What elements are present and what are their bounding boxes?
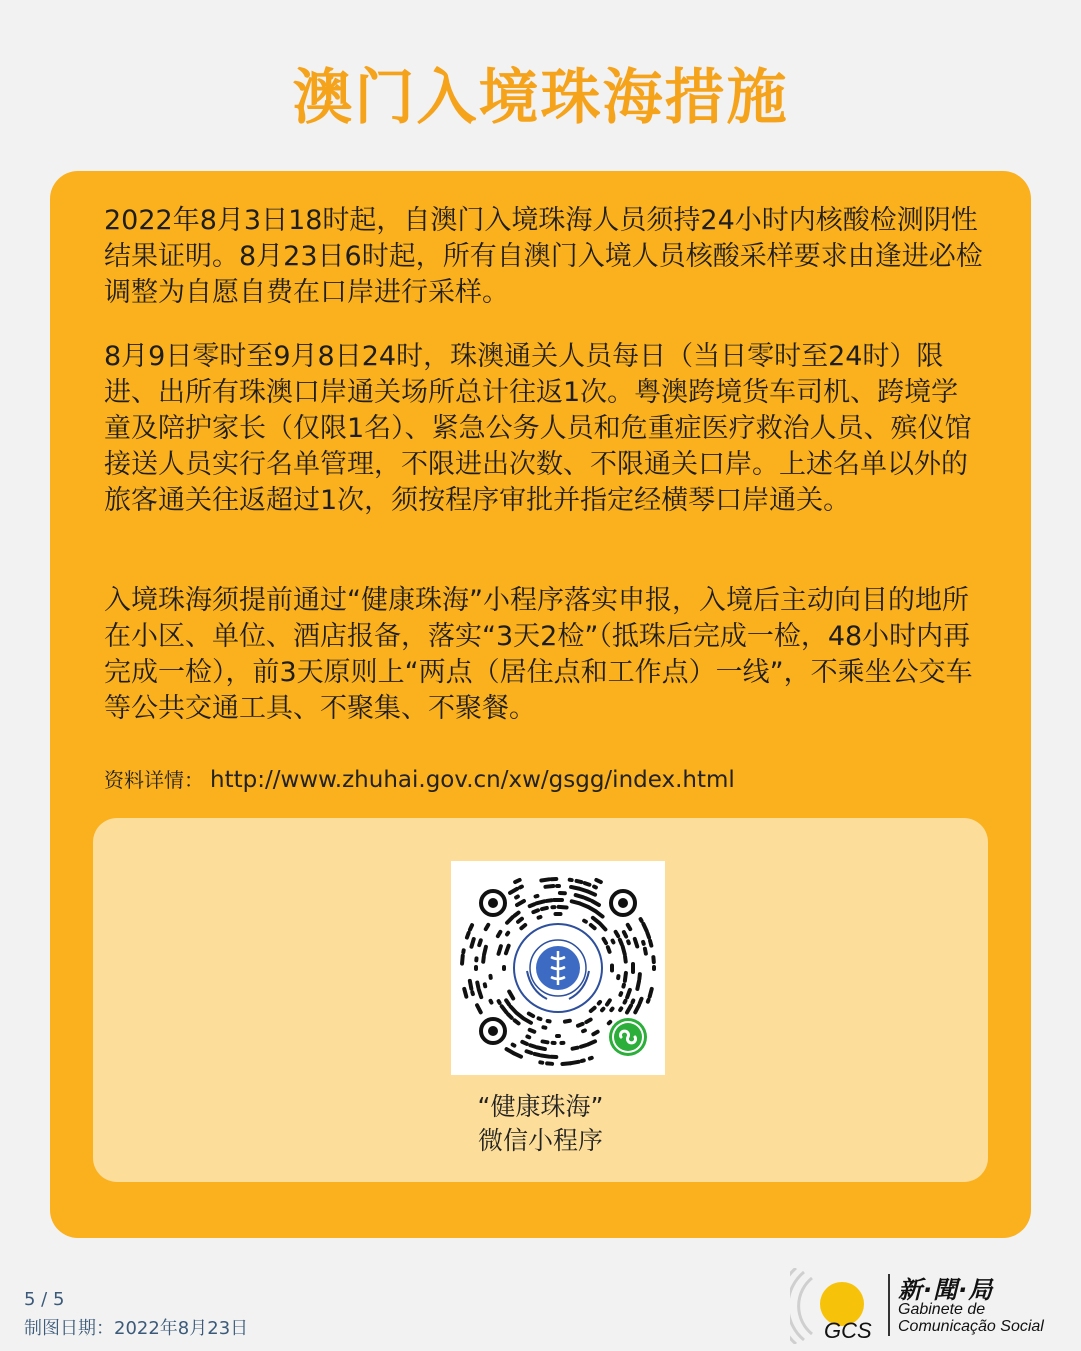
chart-date: 制图日期：2022年8月23日: [24, 1318, 249, 1339]
qr-panel: [93, 818, 988, 1182]
logo-portuguese-line1: Gabinete de: [898, 1301, 986, 1318]
qr-code-icon: [451, 861, 665, 1075]
svg-text:GCS: GCS: [824, 1318, 872, 1343]
gcs-logo-icon: [790, 1268, 886, 1344]
paragraph-1: 2022年8月3日18时起，自澳门入境珠海人员须持24小时内核酸检测阴性结果证明。8月23日6时起，所有自澳门入境人员核酸采样要求由逢进必检调整为自愿自费在口岸进行采样。: [104, 205, 983, 308]
paragraph-3: 入境珠海须提前通过“健康珠海”小程序落实申报，入境后主动向目的地所在小区、单位、酒店报备，落实“3天2检”（抵珠后完成一检，48小时内再完成一检），前3天原则上“两点（居住点和工作点）一线”，不乘坐公交车等公共交通工具、不聚集、不聚餐。: [104, 585, 973, 724]
qr-caption-type: 微信小程序: [477, 1126, 603, 1155]
page-indicator: 5 / 5: [24, 1289, 65, 1310]
source-link[interactable]: http://www.zhuhai.gov.cn/xw/gsgg/index.html: [210, 767, 735, 793]
qr-caption-name: “健康珠海”: [477, 1092, 604, 1121]
gcs-logo: [790, 1268, 1070, 1344]
logo-divider: [888, 1274, 890, 1336]
mini-program-qr-code[interactable]: [451, 861, 665, 1075]
source-line: [104, 764, 735, 797]
paragraph-2: 8月9日零时至9月8日24时，珠澳通关人员每日（当日零时至24时）限进、出所有珠澳口岸通关场所总计往返1次。粤澳跨境货车司机、跨境学童及陪护家长（仅限1名）、紧急公务人员和危重症医疗救治人员、殡仪馆接送人员实行名单管理，不限进出次数、不限通关口岸。上述名单以外的旅客通关往返超过1次，须按程序审批并指定经横琴口岸通关。: [104, 341, 972, 516]
info-card: [50, 171, 1031, 1238]
logo-portuguese-line2: Comunicação Social: [898, 1318, 1044, 1335]
logo-chinese-name: 新·聞·局: [898, 1276, 994, 1304]
source-label: 资料详情：: [104, 768, 204, 792]
page-title: 澳门入境珠海措施: [292, 63, 789, 133]
